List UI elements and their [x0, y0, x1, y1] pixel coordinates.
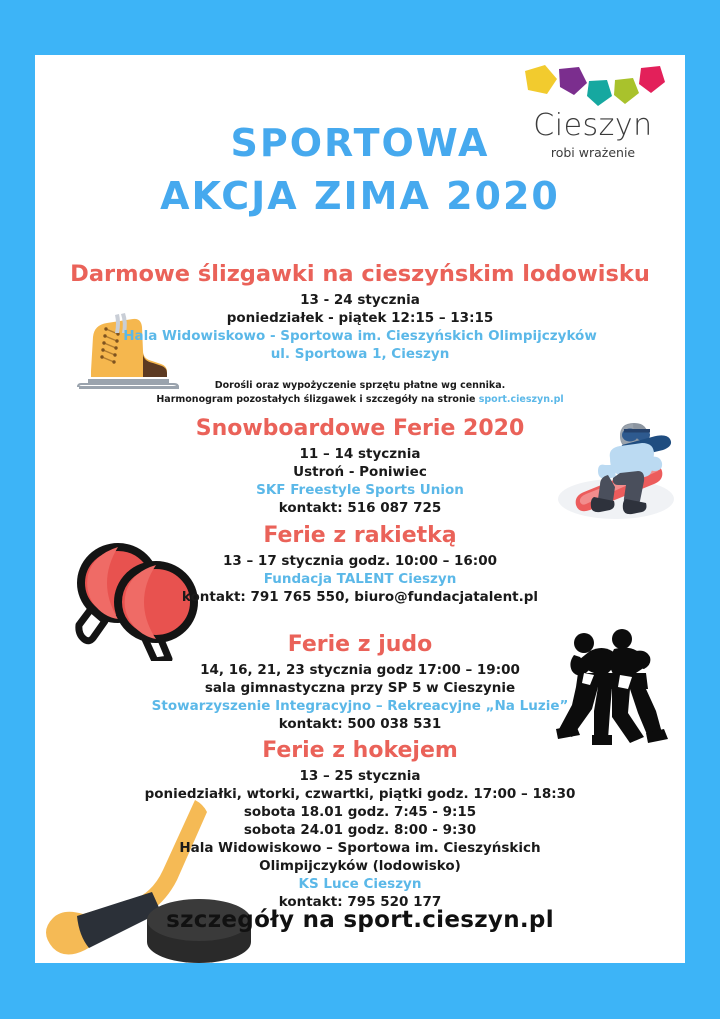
- logo-name: Cieszyn: [533, 108, 653, 143]
- section-table-tennis-heading: Ferie z rakietką: [263, 523, 457, 548]
- section-hockey-heading: Ferie z hokejem: [262, 738, 458, 763]
- section-judo-heading: Ferie z judo: [287, 632, 433, 657]
- section-snowboard-line-2: Ustroń - Poniwiec: [293, 464, 427, 480]
- poster-sheet: [35, 55, 685, 963]
- section-skating-fineprint-2: [35, 393, 685, 407]
- page-title: [35, 117, 685, 223]
- section-judo-line-4: kontakt: 500 038 531: [278, 716, 442, 732]
- fineprint-prefix: Harmonogram pozostałych ślizgawek i szczegóły na stronie: [156, 394, 479, 405]
- section-skating-line-3: Hala Widowiskowo - Sportowa im. Cieszyńskich Olimpijczyków: [123, 328, 597, 344]
- section-table-tennis: [35, 522, 685, 606]
- section-hockey-line-4: sobota 24.01 godz. 8:00 - 9:30: [243, 822, 477, 838]
- section-skating-line-2: poniedziałek - piątek 12:15 – 13:15: [226, 310, 494, 326]
- section-snowboard-heading: Snowboardowe Ferie 2020: [195, 416, 525, 441]
- section-hockey-line-7: KS Luce Cieszyn: [298, 876, 422, 892]
- section-snowboard-line-1: 11 – 14 stycznia: [299, 446, 421, 462]
- logo-pentagons-icon: [519, 63, 667, 109]
- section-skating: [35, 261, 685, 407]
- section-snowboard-line-3: SKF Freestyle Sports Union: [256, 482, 464, 498]
- section-hockey-line-1: 13 – 25 stycznia: [299, 768, 421, 784]
- section-hockey-line-3: sobota 18.01 godz. 7:45 - 9:15: [243, 804, 477, 820]
- section-judo-line-1: 14, 16, 21, 23 stycznia godz 17:00 – 19:00: [200, 662, 520, 678]
- section-hockey-line-6: Olimpijczyków (lodowisko): [259, 858, 461, 874]
- section-skating-heading: Darmowe ślizgawki na cieszyńskim lodowisku: [70, 261, 650, 287]
- logo-tagline: robi wrażenie: [550, 145, 636, 160]
- section-judo-line-3: Stowarzyszenie Integracyjno – Rekreacyjne „Na Luzie”: [151, 698, 569, 714]
- section-hockey: [35, 737, 685, 911]
- section-skating-fineprint-1: Dorośli oraz wypożyczenie sprzętu płatne wg cennika.: [214, 380, 506, 391]
- page-title-line2: AKCJA ZIMA 2020: [160, 174, 560, 218]
- section-table-tennis-line-3: kontakt: 791 765 550, biuro@fundacjatalent.pl: [181, 589, 539, 605]
- section-table-tennis-line-2: Fundacja TALENT Cieszyn: [263, 571, 457, 587]
- section-judo: [35, 631, 685, 733]
- section-hockey-line-2: poniedziałki, wtorki, czwartki, piątki godz. 17:00 – 18:30: [144, 786, 576, 802]
- section-judo-line-2: sala gimnastyczna przy SP 5 w Cieszynie: [204, 680, 516, 696]
- section-hockey-line-8: kontakt: 795 520 177: [278, 894, 442, 910]
- section-skating-line-1: 13 - 24 stycznia: [300, 292, 420, 308]
- section-table-tennis-line-1: 13 – 17 stycznia godz. 10:00 – 16:00: [222, 553, 497, 569]
- footer-cta[interactable]: szczegóły na sport.cieszyn.pl: [166, 907, 554, 933]
- fineprint-link[interactable]: sport.cieszyn.pl: [478, 394, 564, 405]
- section-snowboard: [35, 415, 685, 517]
- section-snowboard-line-4: kontakt: 516 087 725: [278, 500, 442, 516]
- section-skating-line-4: ul. Sportowa 1, Cieszyn: [270, 346, 450, 362]
- section-hockey-line-5: Hala Widowiskowo – Sportowa im. Cieszyńskich: [179, 840, 541, 856]
- page-title-line1: SPORTOWA: [230, 121, 490, 165]
